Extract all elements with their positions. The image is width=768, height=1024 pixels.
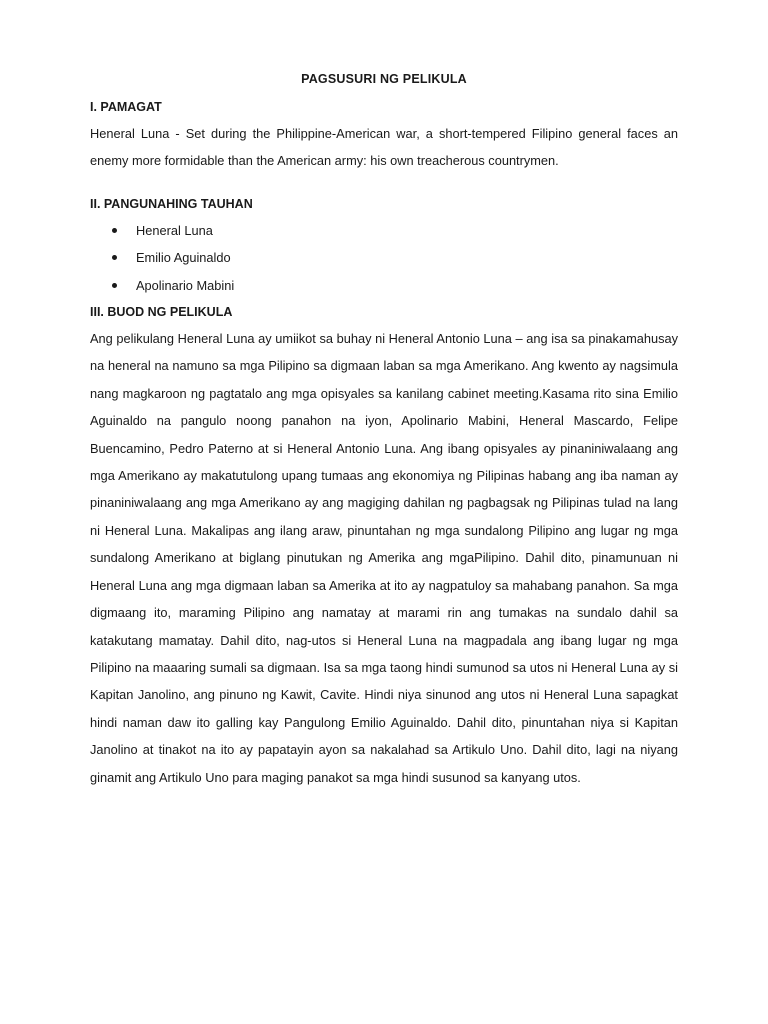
list-item <box>90 244 678 271</box>
list-item <box>90 272 678 299</box>
document-title: PAGSUSURI NG PELIKULA <box>301 72 467 86</box>
section-heading-pamagat: I. PAMAGAT <box>90 100 162 114</box>
character-name: Heneral Luna <box>136 222 213 238</box>
document-content <box>90 66 678 791</box>
buod-paragraph: Ang pelikulang Heneral Luna ay umiikot sa buhay ni Heneral Antonio Luna – ang isa sa pinakamahusay na heneral na namuno sa mga Pilipino sa digmaan laban sa mga Amerikano. Ang kwento ay nagsimula nang magkaroon ng pagtatalo ang mga opisyales sa kanilang cabinet meeting.Kasama rito sina Emilio Aguinaldo na pangulo noong panahon na iyon, Apolinario Mabini, Heneral Mascardo, Felipe Buencamino, Pedro Paterno at si Heneral Antonio Luna. Ang ibang opisyales ay pinaniniwalaang ang mga Amerikano ay makatutulong upang tumaas ang ekonomiya ng Pilipinas habang ang iba naman ay pinaniniwalaang ang mga Amerikano ay ang magiging dahilan ng pagbagsak ng Pilipinas tulad na lang ni Heneral Luna. Makalipas ang ilang araw, pinuntahan ng mga sundalong Pilipino ang lugar ng mga sundalong Amerikano at biglang pinutukan ng Amerika ang mgaPilipino. Dahil dito, pinamunuan ni Heneral Luna ang mga digmaan laban sa Amerika at ito ay nagpatuloy sa mahabang panahon. Sa mga digmaang ito, maraming Pilipino ang namatay at marami rin ang tumakas na sundalo dahil sa katakutang mamatay. Dahil dito, nag-utos si Heneral Luna na magpadala ang ibang lugar ng mga Pilipino na maaaring sumali sa digmaan. Isa sa mga taong hindi sumunod sa utos ni Heneral Luna ay si Kapitan Janolino, ang pinuno ng Kawit, Cavite. Hindi niya sinunod ang utos ni Heneral Luna sapagkat hindi naman daw ito galling kay Pangulong Emilio Aguinaldo. Dahil dito, pinuntahan niya si Kapitan Janolino at tinakot na ito ay papatayin ayon sa nakalahad sa Artikulo Uno. Dahil dito, lagi na niyang ginamit ang Artikulo Uno para maging panakot sa mga hindi susunod sa kanyang utos. <box>90 331 678 785</box>
character-list <box>90 217 678 299</box>
section-heading-tauhan: II. PANGUNAHING TAUHAN <box>90 196 253 211</box>
bullet-icon <box>112 255 117 260</box>
pamagat-paragraph: Heneral Luna - Set during the Philippine-American war, a short-tempered Filipino general faces an enemy more formidable than the American army: his own treacherous countrymen. <box>90 126 678 169</box>
character-name: Emilio Aguinaldo <box>136 250 231 266</box>
bullet-icon <box>112 228 117 233</box>
character-name: Apolinario Mabini <box>136 277 235 293</box>
bullet-icon <box>112 283 117 288</box>
section-heading-buod: III. BUOD NG PELIKULA <box>90 305 233 320</box>
list-item <box>90 217 678 244</box>
